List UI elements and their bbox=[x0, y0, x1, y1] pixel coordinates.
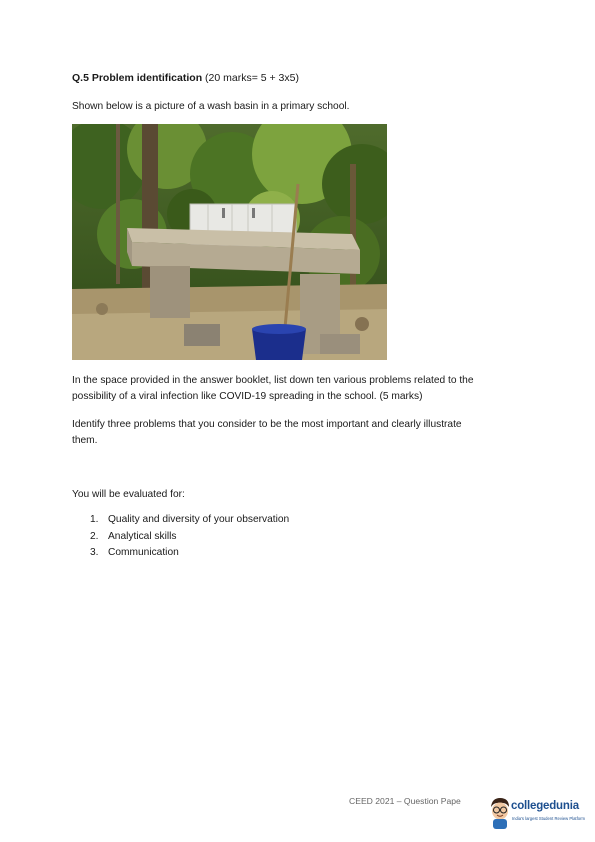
instruction-line: them. bbox=[72, 435, 98, 446]
instruction-identify-problems bbox=[72, 417, 527, 449]
instruction-line: In the space provided in the answer booklet, list down ten various problems related to the bbox=[72, 375, 474, 386]
page-footer: CEED 2021 – Question Pape bbox=[349, 796, 461, 806]
student-mascot-icon bbox=[488, 796, 512, 830]
logo-wordmark: collegedunia bbox=[511, 800, 579, 812]
evaluation-heading: You will be evaluated for: bbox=[72, 489, 185, 500]
evaluation-criteria-list bbox=[90, 514, 289, 564]
logo-tagline: India's largest Student Review Platform bbox=[512, 816, 585, 821]
instruction-line: possibility of a viral infection like COVID-19 spreading in the school. (5 marks) bbox=[72, 391, 423, 402]
question-title: Q.5 Problem identification bbox=[72, 72, 203, 84]
list-item: 2. Analytical skills bbox=[90, 530, 177, 542]
collegedunia-logo bbox=[488, 796, 588, 830]
list-item: 3. Communication bbox=[90, 547, 179, 558]
wash-basin-photo bbox=[72, 124, 387, 360]
question-heading bbox=[72, 72, 299, 84]
instruction-line: Identify three problems that you consider to be the most important and clearly illustrate bbox=[72, 419, 462, 430]
question-marks: (20 marks= 5 + 3x5) bbox=[205, 72, 299, 84]
list-item: 1. Quality and diversity of your observation bbox=[90, 514, 290, 525]
instruction-list-problems bbox=[72, 373, 527, 405]
intro-text: Shown below is a picture of a wash basin in a primary school. bbox=[72, 101, 350, 112]
